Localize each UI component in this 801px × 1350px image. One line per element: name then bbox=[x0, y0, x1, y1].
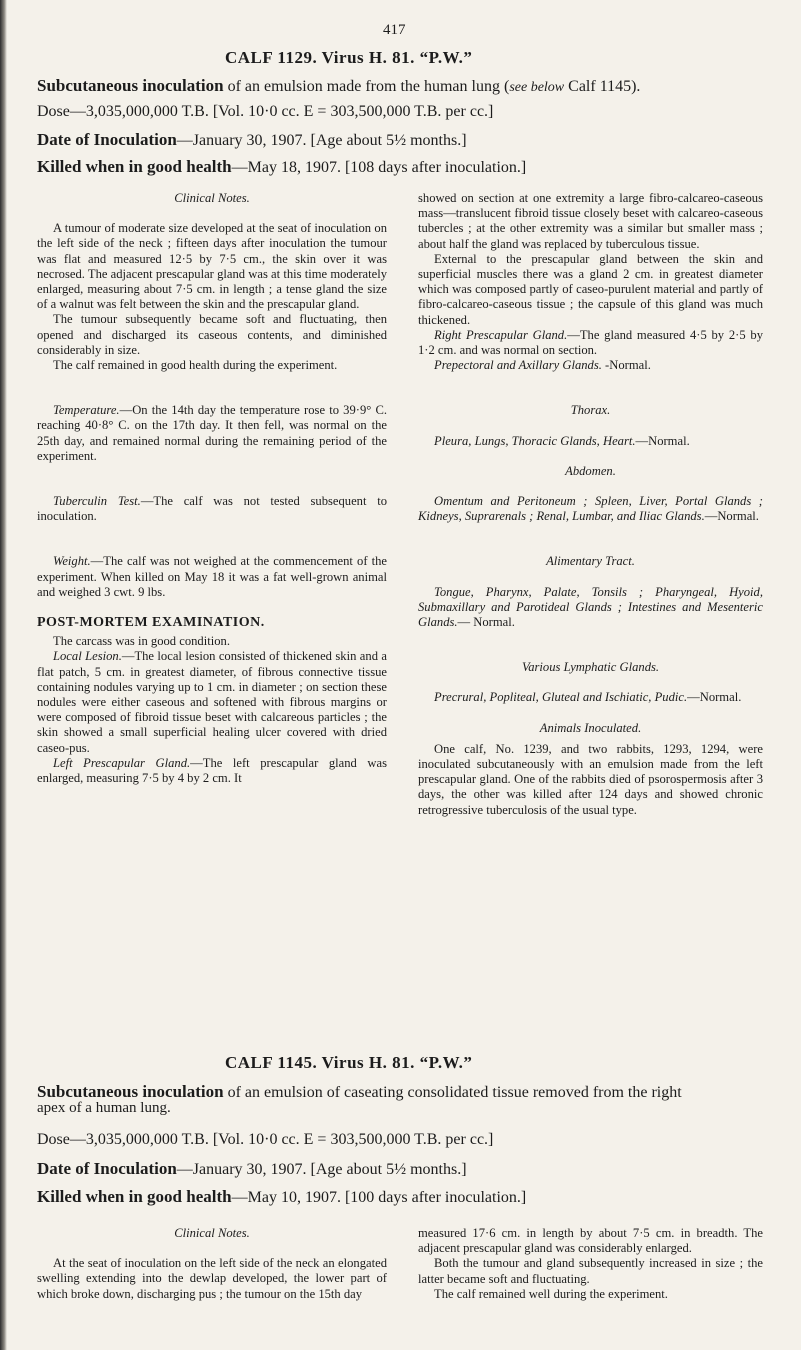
local-lesion-paragraph: Local Lesion.—The local lesion consisted of thickened skin and a flat patch, 5 cm. in greatest diameter, of fibrous connective tissue containing nodules varying up to 1 cm. in diameter ; on section these nodules were either caseous and softened with fibrous margins or were composed of fibroid tissue beset with calcareous particles ; the skin showed a small superficial healing ulcer covered with dried caseo-pus. bbox=[37, 649, 387, 755]
record1-killed: Killed when in good health—May 18, 1907. [108 days after inoculation.] bbox=[37, 157, 527, 176]
tuberculin-paragraph: Tuberculin Test.—The calf was not tested subsequent to inoculation. bbox=[37, 494, 387, 524]
record2-left-column bbox=[37, 1226, 387, 1302]
abdomen-heading: Abdomen. bbox=[565, 463, 616, 478]
record1-right-column bbox=[418, 191, 763, 818]
record2-subcutaneous-line2: apex of a human lung. bbox=[37, 1100, 171, 1116]
lymphatic-paragraph: Precrural, Popliteal, Gluteal and Ischiatic, Pudic.—Normal. bbox=[434, 690, 742, 705]
clinical-paragraph: The calf remained in good health during the experiment. bbox=[53, 358, 338, 373]
prepectoral-paragraph: Prepectoral and Axillary Glands. -Normal. bbox=[434, 358, 651, 373]
left-prescapular-paragraph: Left Prescapular Gland.—The left prescapular gland was enlarged, measuring 7·5 by 4 by 2 cm. It bbox=[37, 755, 387, 786]
record2-right-column bbox=[418, 1226, 763, 1302]
record1-dose: Dose—3,035,000,000 T.B. [Vol. 10·0 cc. E = 303,500,000 T.B. per cc.] bbox=[37, 103, 494, 120]
page-number: 417 bbox=[383, 22, 406, 38]
clinical-paragraph: The tumour subsequently became soft and fluctuating, then opened and discharged its caseous contents, and diminished considerably in size. bbox=[37, 312, 387, 357]
abdomen-paragraph: Omentum and Peritoneum ; Spleen, Liver, Portal Glands ; Kidneys, Suprarenals ; Renal, Lumbar, and Iliac Glands.—Normal. bbox=[418, 494, 763, 524]
clinical-notes-heading: Clinical Notes. bbox=[174, 1226, 250, 1240]
animals-inoculated-paragraph: One calf, No. 1239, and two rabbits, 1293, 1294, were inoculated subcutaneously with an emulsion made from the left prescapular gland. One of the rabbits died of psorospermosis after 3 days, the other was killed after 124 days and showed chronic retrogressive tuberculosis of the usual type. bbox=[418, 741, 763, 817]
weight-paragraph: Weight.—The calf was not weighed at the commencement of the experiment. When killed on May 18 it was a fat well-grown animal and weighed 3 cwt. 9 lbs. bbox=[37, 554, 387, 599]
record1-subcutaneous-label: Subcutaneous inoculation bbox=[37, 76, 224, 95]
thorax-paragraph: Pleura, Lungs, Thoracic Glands, Heart.—Normal. bbox=[434, 433, 690, 448]
record2-heading: CALF 1145. Virus H. 81. “P.W.” bbox=[225, 1053, 473, 1072]
alimentary-heading: Alimentary Tract. bbox=[546, 554, 635, 569]
record2-dose: Dose—3,035,000,000 T.B. [Vol. 10·0 cc. E = 303,500,000 T.B. per cc.] bbox=[37, 1131, 494, 1148]
record1-subcutaneous: Subcutaneous inoculation of an emulsion made from the human lung (see below Calf 1145). bbox=[37, 76, 641, 95]
temperature-paragraph: Temperature.—On the 14th day the temperature rose to 39·9° C. reaching 40·8° C. on the 17th day. It then fell, was normal on the 25th day, and remained normal during the remaining period of the experiment. bbox=[37, 403, 387, 463]
lymphatic-heading: Various Lymphatic Glands. bbox=[521, 660, 660, 675]
right-prescapular-paragraph: Right Prescapular Gland.—The gland measured 4·5 by 2·5 by 1·2 cm. and was normal on section. bbox=[418, 327, 764, 358]
carcass-paragraph: The carcass was in good condition. bbox=[53, 634, 230, 649]
record1-date: Date of Inoculation—January 30, 1907. [Age about 5½ months.] bbox=[37, 130, 467, 149]
continued-paragraph: measured 17·6 cm. in length by about 7·5 cm. in breadth. The adjacent prescapular gland was considerably enlarged. bbox=[418, 1226, 763, 1256]
record1-left-column bbox=[37, 191, 387, 786]
record1-heading: CALF 1129. Virus H. 81. “P.W.” bbox=[225, 48, 473, 67]
clinical-paragraph: At the seat of inoculation on the left side of the neck an elongated swelling extending into the dewlap developed, the lower part of which broke down, discharging pus ; the tumour on the 15th day bbox=[37, 1256, 387, 1301]
record2-subcutaneous: Subcutaneous inoculation of an emulsion of caseating consolidated tissue removed from the right bbox=[37, 1082, 682, 1101]
record2-date: Date of Inoculation—January 30, 1907. [Age about 5½ months.] bbox=[37, 1159, 467, 1178]
continued-paragraph: showed on section at one extremity a large fibro-calcareo-caseous mass—translucent fibroid tissue closely beset with calcareo-caseous tubercles ; at the other extremity was a similar but smaller mass ; about half the gland was replaced by tuberculous tissue. bbox=[418, 191, 763, 251]
thorax-heading: Thorax. bbox=[570, 403, 611, 418]
page-edge-shadow bbox=[0, 0, 7, 1350]
alimentary-paragraph: Tongue, Pharynx, Palate, Tonsils ; Pharyngeal, Hyoid, Submaxillary and Parotideal Glands ; Intestines and Mesenteric Glands.— Normal. bbox=[418, 584, 763, 630]
calf-condition-paragraph: The calf remained well during the experiment. bbox=[434, 1286, 668, 1301]
both-tumour-paragraph: Both the tumour and gland subsequently increased in size ; the latter became soft and fluctuating. bbox=[418, 1256, 763, 1286]
post-mortem-heading: POST-MORTEM EXAMINATION. bbox=[37, 615, 265, 631]
animals-inoculated-heading: Animals Inoculated. bbox=[539, 720, 642, 735]
clinical-notes-heading: Clinical Notes. bbox=[174, 191, 250, 205]
record2-killed: Killed when in good health—May 10, 1907. [100 days after inoculation.] bbox=[37, 1187, 527, 1206]
clinical-paragraph: A tumour of moderate size developed at the seat of inoculation on the left side of the neck ; fifteen days after inoculation the tumour was flat and measured 12·5 by 7·5 cm., the skin over it was necrosed. The adjacent prescapular gland was at this time moderately enlarged, measuring about 7·5 cm. in length ; a tense gland the size of a walnut was felt between the skin and the prescapular gland. bbox=[37, 221, 387, 312]
external-gland-paragraph: External to the prescapular gland between the skin and superficial muscles there was a gland 2 cm. in greatest diameter which was composed partly of caseo-purulent material and partly of fibro-calcareo-caseous tissue ; the capsule of this gland was much thickened. bbox=[418, 251, 763, 327]
